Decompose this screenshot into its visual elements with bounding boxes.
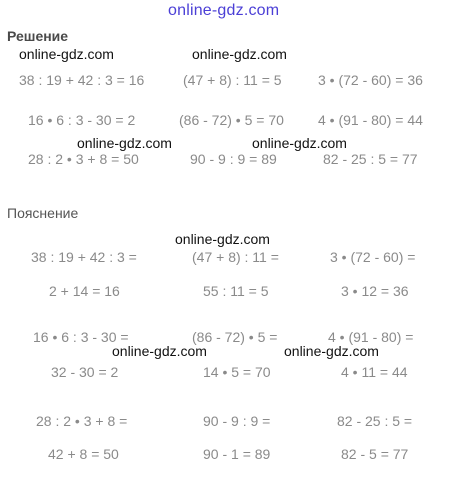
explanation-expression: 90 - 9 : 9 = [203, 413, 271, 429]
solution-equation: 82 - 25 : 5 = 77 [323, 151, 418, 167]
explanation-result: 4 • 11 = 44 [341, 364, 408, 380]
solution-equation: 4 • (91 - 80) = 44 [318, 112, 423, 128]
solution-heading: Решение [7, 28, 69, 44]
solution-equation: 16 • 6 : 3 - 30 = 2 [28, 112, 136, 128]
explanation-result: 42 + 8 = 50 [48, 446, 119, 462]
solution-equation: (47 + 8) : 11 = 5 [183, 72, 282, 88]
solution-equation: (86 - 72) • 5 = 70 [179, 112, 284, 128]
explanation-heading: Пояснение [7, 205, 79, 221]
explanation-result: 82 - 5 = 77 [341, 446, 409, 462]
watermark: online-gdz.com [175, 231, 270, 247]
explanation-result: 55 : 11 = 5 [203, 283, 269, 299]
explanation-result: 90 - 1 = 89 [203, 446, 271, 462]
watermark: online-gdz.com [192, 46, 287, 62]
solution-equation: 28 : 2 • 3 + 8 = 50 [28, 151, 139, 167]
explanation-expression: 4 • (91 - 80) = [328, 329, 414, 345]
solution-equation: 90 - 9 : 9 = 89 [190, 151, 277, 167]
watermark-top: online-gdz.com [168, 2, 280, 19]
explanation-expression: (86 - 72) • 5 = [192, 329, 278, 345]
watermark: online-gdz.com [19, 46, 114, 62]
explanation-result: 32 - 30 = 2 [51, 364, 119, 380]
explanation-expression: (47 + 8) : 11 = [192, 249, 279, 265]
explanation-expression: 16 • 6 : 3 - 30 = [33, 329, 129, 345]
watermark: online-gdz.com [112, 343, 207, 359]
explanation-result: 3 • 12 = 36 [341, 283, 409, 299]
explanation-result: 2 + 14 = 16 [49, 283, 120, 299]
explanation-expression: 38 : 19 + 42 : 3 = [31, 249, 137, 265]
watermark: online-gdz.com [252, 135, 347, 151]
solution-equation: 38 : 19 + 42 : 3 = 16 [19, 72, 145, 88]
explanation-result: 14 • 5 = 70 [203, 364, 271, 380]
explanation-expression: 28 : 2 • 3 + 8 = [36, 413, 128, 429]
watermark: online-gdz.com [77, 135, 172, 151]
watermark: online-gdz.com [284, 343, 379, 359]
solution-equation: 3 • (72 - 60) = 36 [318, 72, 423, 88]
explanation-expression: 3 • (72 - 60) = [330, 249, 416, 265]
explanation-expression: 82 - 25 : 5 = [337, 413, 413, 429]
